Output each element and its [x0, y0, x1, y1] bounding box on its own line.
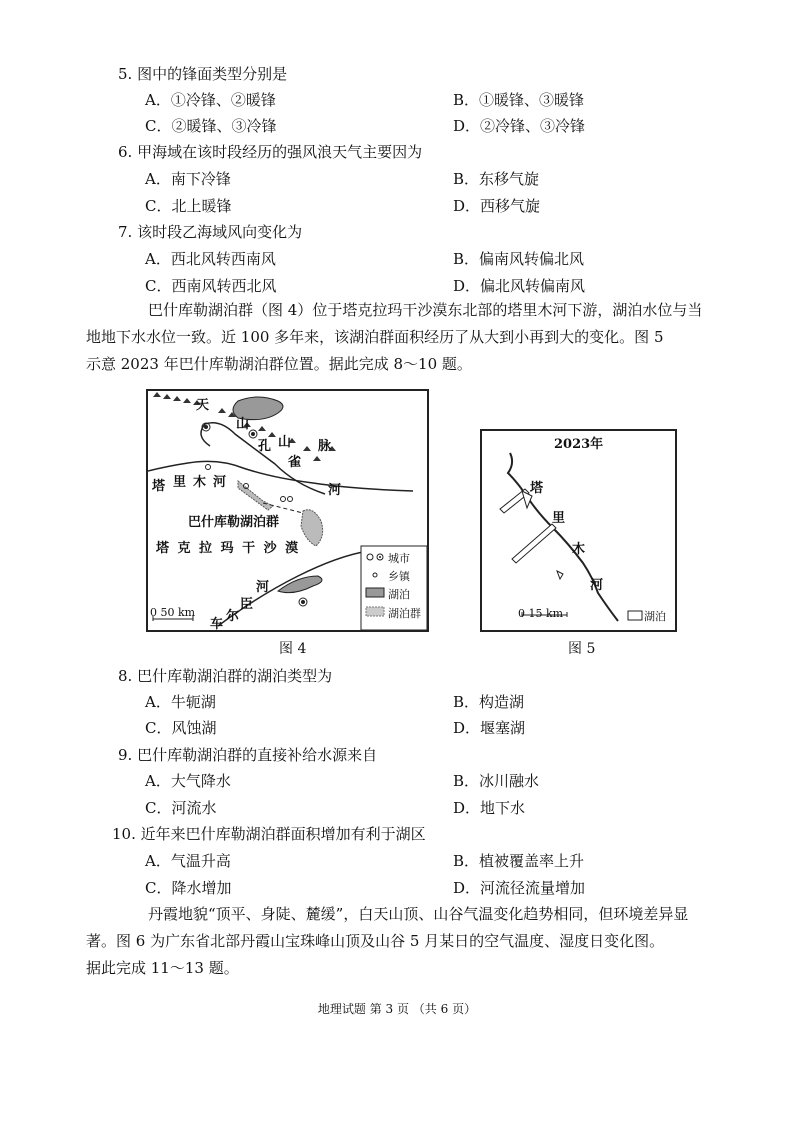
legend-lake: 湖泊 — [644, 610, 666, 623]
question-stem: 巴什库勒湖泊群的直接补给水源来自 — [137, 746, 378, 764]
question-number: 8. — [118, 667, 133, 685]
option-b: B．①暖锋、③暖锋 — [453, 91, 585, 109]
question-9 — [118, 745, 377, 765]
option-a: A．气温升高 — [145, 852, 231, 870]
label-ta: 塔 — [152, 479, 166, 494]
option-d: D．河流径流量增加 — [453, 879, 586, 897]
passage-line: 丹霞地貌“顶平、身陡、麓缓”，白天山顶、山谷气温变化趋势相同，但环境差异显 — [148, 905, 689, 923]
question-stem: 图中的锋面类型分别是 — [137, 65, 288, 83]
passage-line: 巴什库勒湖泊群（图 4）位于塔克拉玛干沙漠东北部的塔里木河下游，湖泊水位与当 — [148, 301, 703, 319]
figure-4-caption: 图 4 — [279, 641, 307, 657]
option-d: D．偏北风转偏南风 — [453, 277, 586, 295]
option-b: B．冰川融水 — [453, 772, 540, 790]
question-7 — [118, 222, 302, 242]
option-c: C．风蚀湖 — [145, 719, 217, 737]
question-stem: 该时段乙海域风向变化为 — [137, 223, 303, 241]
option-a: A．大气降水 — [145, 772, 231, 790]
option-b: B．东移气旋 — [453, 170, 540, 188]
option-a: A．西北风转西南风 — [145, 250, 276, 268]
label-he: 河 — [590, 578, 604, 593]
option-d: D．堰塞湖 — [453, 719, 526, 737]
option-b: B．植被覆盖率上升 — [453, 852, 585, 870]
label-mu: 木 — [193, 475, 207, 490]
figure-4-map — [146, 389, 429, 632]
option-b: B．构造湖 — [453, 693, 525, 711]
question-number: 7. — [118, 223, 133, 241]
question-stem: 甲海域在该时段经历的强风浪天气主要因为 — [137, 143, 423, 161]
label-tian: 天 — [196, 398, 210, 413]
option-c: C．河流水 — [145, 799, 217, 817]
label-li: 里 — [173, 475, 187, 490]
tarim-river — [508, 453, 618, 621]
question-number: 6. — [118, 143, 133, 161]
question-10 — [112, 824, 426, 844]
label-lake-group: 巴什库勒湖泊群 — [188, 515, 280, 530]
tarim-river — [148, 461, 413, 491]
passage-line: 地地下水水位一致。近 100 多年来，该湖泊群面积经历了从大到小再到大的变化。图 5 — [86, 328, 664, 346]
label-que: 雀 — [288, 455, 302, 470]
label-chen: 臣 — [240, 597, 254, 612]
legend-lake: 湖泊 — [388, 588, 410, 601]
label-he-3: 河 — [256, 580, 270, 595]
label-mu: 木 — [572, 542, 586, 557]
lake-group-south — [301, 510, 323, 546]
option-c: C．北上暖锋 — [145, 197, 232, 215]
label-kong: 孔 — [258, 439, 272, 454]
option-a: A．南下冷锋 — [145, 170, 231, 188]
label-he: 河 — [328, 483, 342, 498]
label-shan-2: 山 — [278, 435, 292, 450]
question-6 — [118, 142, 422, 162]
scale-label: 0 15 km — [518, 607, 564, 620]
figure-5-caption: 图 5 — [568, 641, 596, 657]
passage-lakes — [86, 297, 718, 378]
label-ta: 塔 — [530, 481, 544, 496]
question-number: 9. — [118, 746, 133, 764]
question-stem: 近年来巴什库勒湖泊群面积增加有利于湖区 — [140, 825, 426, 843]
passage-line: 示意 2023 年巴什库勒湖泊群位置。据此完成 8～10 题。 — [86, 355, 472, 373]
southern-lake — [278, 576, 322, 593]
legend-lake-symbol — [628, 611, 642, 620]
option-b: B．偏南风转偏北风 — [453, 250, 585, 268]
question-number: 10. — [112, 825, 136, 843]
option-a: A．①冷锋、②暖锋 — [145, 91, 276, 109]
label-er: 尔 — [226, 609, 240, 624]
passage-line: 据此完成 11～13 题。 — [86, 959, 239, 977]
option-c: C．降水增加 — [145, 879, 232, 897]
question-stem: 巴什库勒湖泊群的湖泊类型为 — [137, 667, 333, 685]
label-li: 里 — [552, 511, 566, 526]
lake — [512, 524, 556, 563]
label-desert: 塔 克 拉 玛 干 沙 漠 — [156, 541, 301, 556]
option-c: C．②暖锋、③冷锋 — [145, 117, 277, 135]
label-che: 车 — [210, 617, 224, 632]
lake — [557, 571, 563, 579]
legend-town: 乡镇 — [388, 570, 410, 583]
option-d: D．西移气旋 — [453, 197, 541, 215]
question-5 — [118, 64, 287, 84]
option-d: D．地下水 — [453, 799, 526, 817]
passage-line: 著。图 6 为广东省北部丹霞山宝珠峰山顶及山谷 5 月某日的空气温度、湿度日变化图。 — [86, 932, 665, 950]
scale-label: 0 50 km — [150, 606, 196, 619]
option-d: D．②冷锋、③冷锋 — [453, 117, 586, 135]
question-8 — [118, 666, 332, 686]
year-label: 2023年 — [554, 437, 604, 452]
option-c: C．西南风转西北风 — [145, 277, 277, 295]
figure-5-drawing — [482, 431, 675, 630]
option-a: A．牛轭湖 — [145, 693, 216, 711]
label-mai: 脉 — [318, 439, 332, 454]
figure-5-map — [480, 429, 677, 632]
label-he-2: 河 — [213, 475, 227, 490]
legend-group: 湖泊群 — [388, 607, 421, 620]
legend-city: 城市 — [388, 552, 410, 565]
passage-danxia — [86, 901, 718, 982]
question-number: 5. — [118, 65, 133, 83]
label-shan: 山 — [236, 417, 250, 432]
page-footer: 地理试题 第 3 页 （共 6 页） — [317, 1002, 477, 1016]
